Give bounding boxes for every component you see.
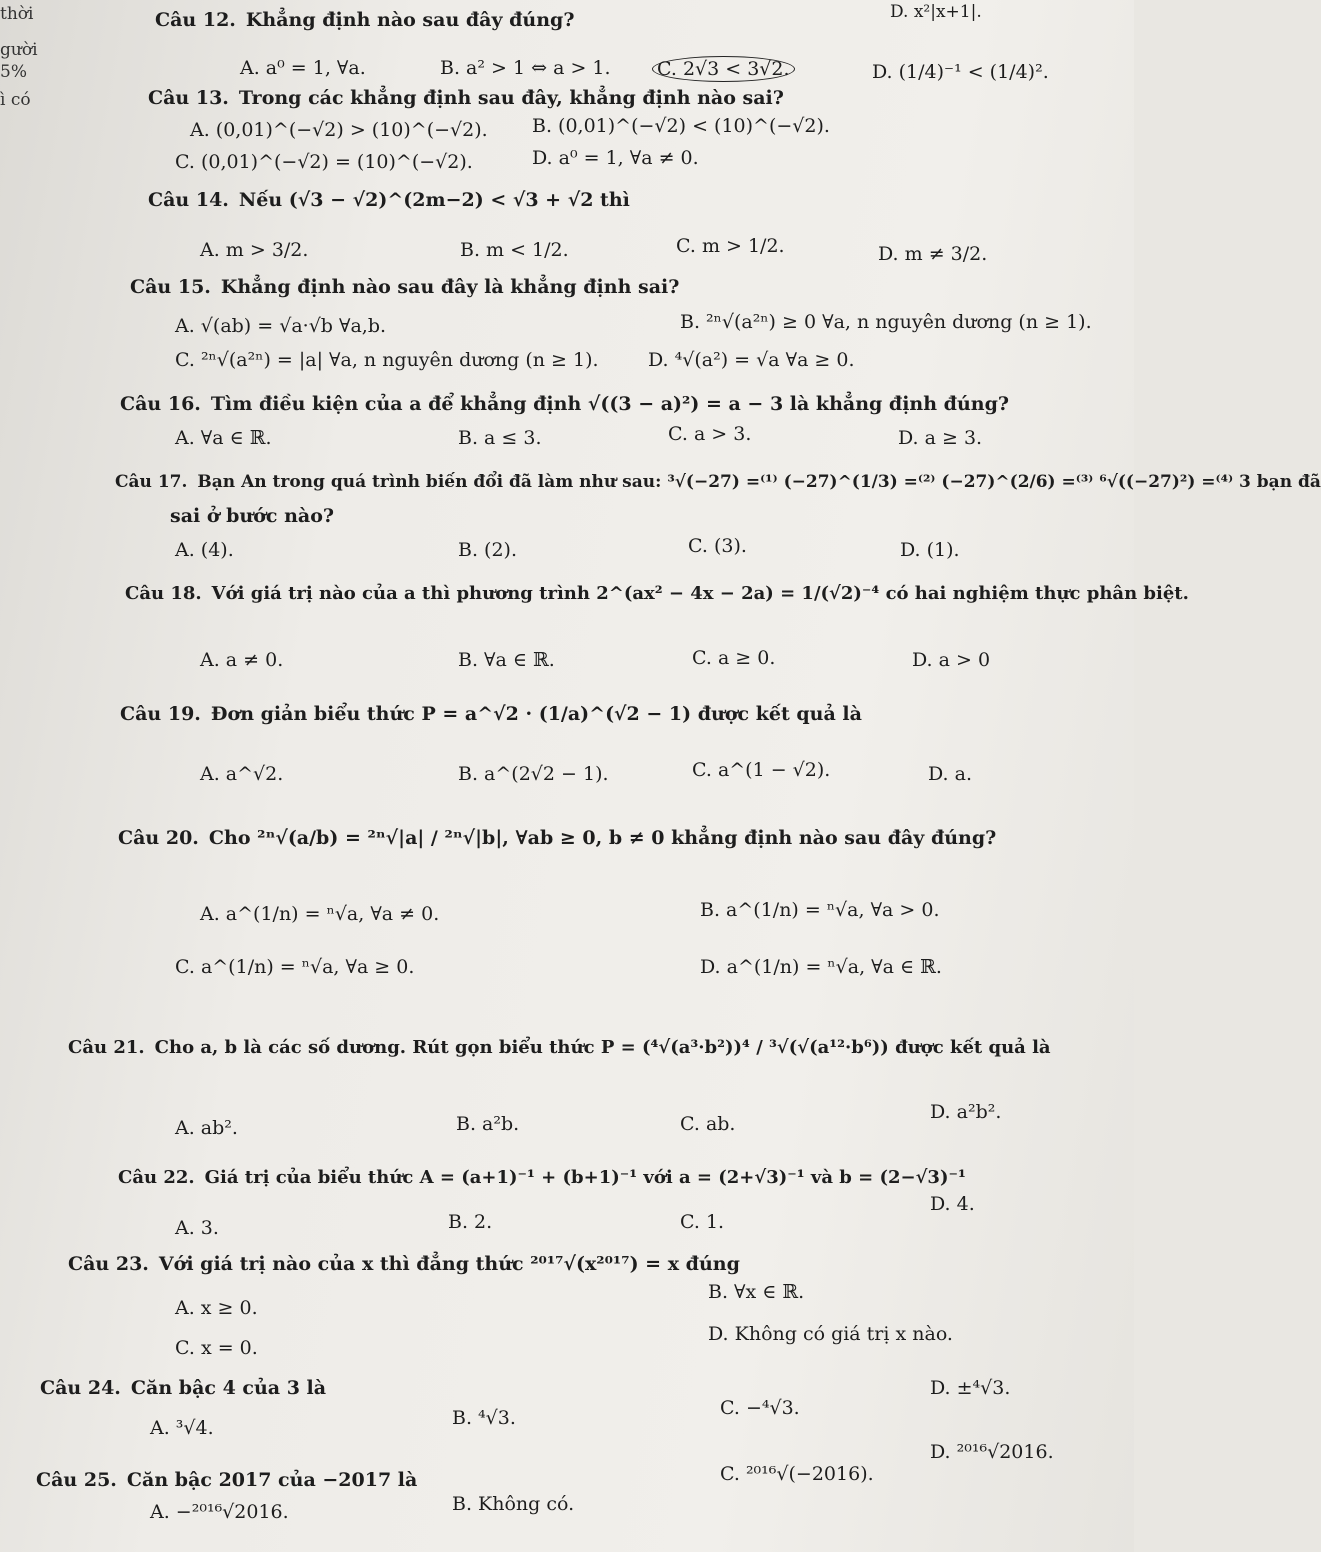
option-c: C. ab.	[680, 1113, 736, 1135]
option-a: A. √(ab) = √a·√b ∀a,b.	[175, 315, 387, 337]
question-17: Câu 17. Bạn An trong quá trình biến đổi đã làm như sau: ³√(−27) =⁽¹⁾ (−27)^(1/3) =⁽²⁾ (−27)^(2/6) =⁽³⁾ ⁶√((−27)²) =⁽⁴⁾ 3 bạn đã	[115, 472, 1321, 492]
option-a: A. ³√4.	[150, 1417, 214, 1439]
option-b: B. ²ⁿ√(a²ⁿ) ≥ 0 ∀a, n nguyên dương (n ≥ 1).	[680, 311, 1092, 333]
margin-text: ì có	[0, 90, 31, 110]
option-c: C. x = 0.	[175, 1337, 258, 1359]
option-b: B. ⁴√3.	[452, 1407, 516, 1429]
margin-text: thời	[0, 4, 34, 24]
option-c: C. a ≥ 0.	[692, 647, 776, 669]
option-b: B. a^(2√2 − 1).	[458, 763, 609, 785]
option-d: D. 4.	[930, 1193, 975, 1215]
option-d: D. a ≥ 3.	[898, 427, 983, 449]
option-a: A. (0,01)^(−√2) > (10)^(−√2).	[190, 119, 488, 141]
option-a: A. 3.	[175, 1217, 219, 1239]
option-a: A. ∀a ∈ ℝ.	[175, 427, 272, 449]
option-d: D. a²b².	[930, 1101, 1002, 1123]
option-b: B. a² > 1 ⇔ a > 1.	[440, 57, 611, 79]
option-d: D. a^(1/n) = ⁿ√a, ∀a ∈ ℝ.	[700, 956, 942, 978]
option-b: B. ∀a ∈ ℝ.	[458, 649, 555, 671]
option-b: B. 2.	[448, 1211, 493, 1233]
option-a: A. a^(1/n) = ⁿ√a, ∀a ≠ 0.	[200, 903, 440, 925]
option-b: B. (2).	[458, 539, 517, 561]
option-a: A. −²⁰¹⁶√2016.	[150, 1501, 289, 1523]
question-12: Câu 12. Khẳng định nào sau đây đúng?	[155, 9, 575, 31]
question-18: Câu 18. Với giá trị nào của a thì phương trình 2^(ax² − 4x − 2a) = 1/(√2)⁻⁴ có hai nghiệm thực phân biệt.	[125, 583, 1189, 604]
question-13: Câu 13. Trong các khẳng định sau đây, khẳng định nào sai?	[148, 87, 784, 109]
option-d: D. Không có giá trị x nào.	[708, 1323, 953, 1345]
option-d: D. ²⁰¹⁶√2016.	[930, 1441, 1054, 1463]
option-b: B. a ≤ 3.	[458, 427, 542, 449]
question-17-cont: sai ở bước nào?	[170, 505, 335, 527]
option-d: D. a > 0	[912, 649, 991, 671]
option-c: C. 1.	[680, 1211, 725, 1233]
option-d: D. a⁰ = 1, ∀a ≠ 0.	[532, 147, 699, 169]
option-c: C. a > 3.	[668, 423, 752, 445]
option-a: A. (4).	[175, 539, 234, 561]
option-b: B. (0,01)^(−√2) < (10)^(−√2).	[532, 115, 830, 137]
option-b: B. ∀x ∈ ℝ.	[708, 1281, 805, 1303]
question-16: Câu 16. Tìm điều kiện của a để khẳng định √((3 − a)²) = a − 3 là khẳng định đúng?	[120, 393, 1010, 415]
option-c: C. ²⁰¹⁶√(−2016).	[720, 1463, 874, 1485]
option-b: B. a²b.	[456, 1113, 520, 1135]
question-23: Câu 23. Với giá trị nào của x thì đẳng thức ²⁰¹⁷√(x²⁰¹⁷) = x đúng	[68, 1253, 740, 1275]
option-a: A. x ≥ 0.	[175, 1297, 258, 1319]
option-b: B. m < 1/2.	[460, 239, 569, 261]
question-14: Câu 14. Nếu (√3 − √2)^(2m−2) < √3 + √2 thì	[148, 189, 630, 211]
question-21: Câu 21. Cho a, b là các số dương. Rút gọn biểu thức P = (⁴√(a³·b²))⁴ / ³√(√(a¹²·b⁶)) được kết quả là	[68, 1037, 1051, 1058]
option-c: C. a^(1 − √2).	[692, 759, 831, 781]
option-b: B. a^(1/n) = ⁿ√a, ∀a > 0.	[700, 899, 940, 921]
option-c: C. −⁴√3.	[720, 1397, 800, 1419]
option-c: C. 2√3 < 3√2.	[652, 56, 795, 82]
option-a: A. m > 3/2.	[200, 239, 309, 261]
question-15: Câu 15. Khẳng định nào sau đây là khẳng định sai?	[130, 276, 680, 298]
question-20: Câu 20. Cho ²ⁿ√(a/b) = ²ⁿ√|a| / ²ⁿ√|b|, ∀ab ≥ 0, b ≠ 0 khẳng định nào sau đây đúng?	[118, 827, 997, 849]
option-c: C. (0,01)^(−√2) = (10)^(−√2).	[175, 151, 473, 173]
option-a: A. a^√2.	[200, 763, 284, 785]
margin-text: 5%	[0, 62, 27, 82]
option-a: A. ab².	[175, 1117, 238, 1139]
option-a: A. a⁰ = 1, ∀a.	[240, 57, 366, 79]
top-right-fragment: D. x²|x+1|.	[890, 2, 982, 22]
option-c: C. ²ⁿ√(a²ⁿ) = |a| ∀a, n nguyên dương (n ≥ 1).	[175, 349, 599, 371]
option-c: C. (3).	[688, 535, 747, 557]
margin-text: gười	[0, 40, 38, 60]
option-d: D. m ≠ 3/2.	[878, 243, 988, 265]
question-19: Câu 19. Đơn giản biểu thức P = a^√2 · (1/a)^(√2 − 1) được kết quả là	[120, 703, 862, 725]
option-c: C. a^(1/n) = ⁿ√a, ∀a ≥ 0.	[175, 956, 415, 978]
option-d: D. (1/4)⁻¹ < (1/4)².	[872, 61, 1049, 83]
option-c: C. m > 1/2.	[676, 235, 785, 257]
option-d: D. ±⁴√3.	[930, 1377, 1011, 1399]
option-a: A. a ≠ 0.	[200, 649, 284, 671]
question-22: Câu 22. Giá trị của biểu thức A = (a+1)⁻¹ + (b+1)⁻¹ với a = (2+√3)⁻¹ và b = (2−√3)⁻¹	[118, 1167, 966, 1188]
question-24: Câu 24. Căn bậc 4 của 3 là	[40, 1377, 327, 1399]
question-25: Câu 25. Căn bậc 2017 của −2017 là	[36, 1469, 418, 1491]
option-d: D. ⁴√(a²) = √a ∀a ≥ 0.	[648, 349, 855, 371]
option-b: B. Không có.	[452, 1493, 575, 1515]
option-d: D. a.	[928, 763, 973, 785]
option-d: D. (1).	[900, 539, 960, 561]
